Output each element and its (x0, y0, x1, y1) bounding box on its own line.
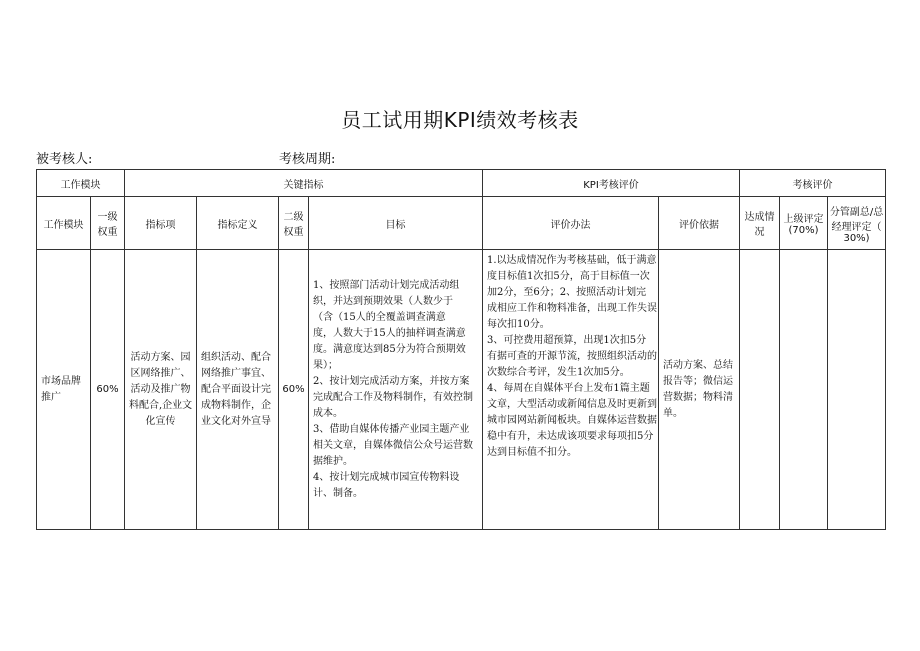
sub-superior: 上级评定 (70%) (780, 197, 828, 250)
cell-achievement (740, 250, 780, 530)
cell-superior (780, 250, 828, 530)
sub-indicator-item: 指标项 (125, 197, 197, 250)
sub-achievement: 达成情 况 (740, 197, 780, 250)
cell-indicator-item: 活动方案、园 区网络推广、 活动及推广物 料配合,企业文 化宣传 (125, 250, 197, 530)
document-title: 员工试用期KPI绩效考核表 (341, 108, 579, 132)
sub-module: 工作模块 (37, 197, 91, 250)
cell-eval-method: 1.以达成情况作为考核基础，低于满意 度目标值1次扣5分，高于目标值一次 加2分，至6分；2、按照活动计划完 成相应工作和物料准备，出现工作失误 每次扣10分。 3、可控费用超预算，出现1次扣5分 有据可查的开源节流，按照组织活动的 次数综合考评，发生1次加5分。 4、每周在自媒体平台上发布1篇主题 文章，大型活动或新闻信息及时更新到 城市园网站新闻板块。自媒体运营数据 稳中有升，未达成该项要求每项扣5分 达到目标值不扣分。 (483, 250, 659, 530)
cell-eval-basis: 活动方案、总结 报告等；微信运 营数据；物料清 单。 (659, 250, 740, 530)
header-assessment-eval: 考核评价 (740, 170, 886, 197)
sub-target: 目标 (309, 197, 483, 250)
cell-weight2: 60% (279, 250, 309, 530)
cell-indicator-def: 组织活动、配合 网络推广事宜、 配合平面设计完 成物料制作，企 业文化对外宣导 (197, 250, 279, 530)
sub-eval-basis: 评价依据 (659, 197, 740, 250)
sub-weight2: 二级 权重 (279, 197, 309, 250)
examinee-label: 被考核人: (36, 152, 93, 167)
header-kpi-eval: KPI考核评价 (483, 170, 740, 197)
header-row (37, 170, 886, 197)
cell-target: 1、按照部门活动计划完成活动组 织，并达到预期效果（人数少于 （含（15人的全覆盖调查满意 度，人数大于15人的抽样调查满意 度。满意度达到85分为符合预期效 果）； 2、按计划完成活动方案，并按方案 完成配合工作及物料制作，有效控制 成本。 3、借助自媒体传播产业园主题产业 相关文章，自媒体微信公众号运营数 据维护。 4、按计划完成城市园宣传物料设 计、制备。 (309, 250, 483, 530)
sub-eval-method: 评价办法 (483, 197, 659, 250)
sub-deputy: 分管副总/总 经理评定（ 30%) (828, 197, 886, 250)
header-key-indicator: 关键指标 (125, 170, 483, 197)
table-row (37, 250, 886, 530)
header-module: 工作模块 (37, 170, 125, 197)
kpi-table (36, 169, 886, 530)
sub-indicator-def: 指标定义 (197, 197, 279, 250)
cell-weight1: 60% (91, 250, 125, 530)
subheader-row (37, 197, 886, 250)
period-label: 考核周期: (279, 152, 336, 167)
sub-weight1: 一级 权重 (91, 197, 125, 250)
cell-module: 市场品牌 推广 (37, 250, 91, 530)
cell-deputy (828, 250, 886, 530)
